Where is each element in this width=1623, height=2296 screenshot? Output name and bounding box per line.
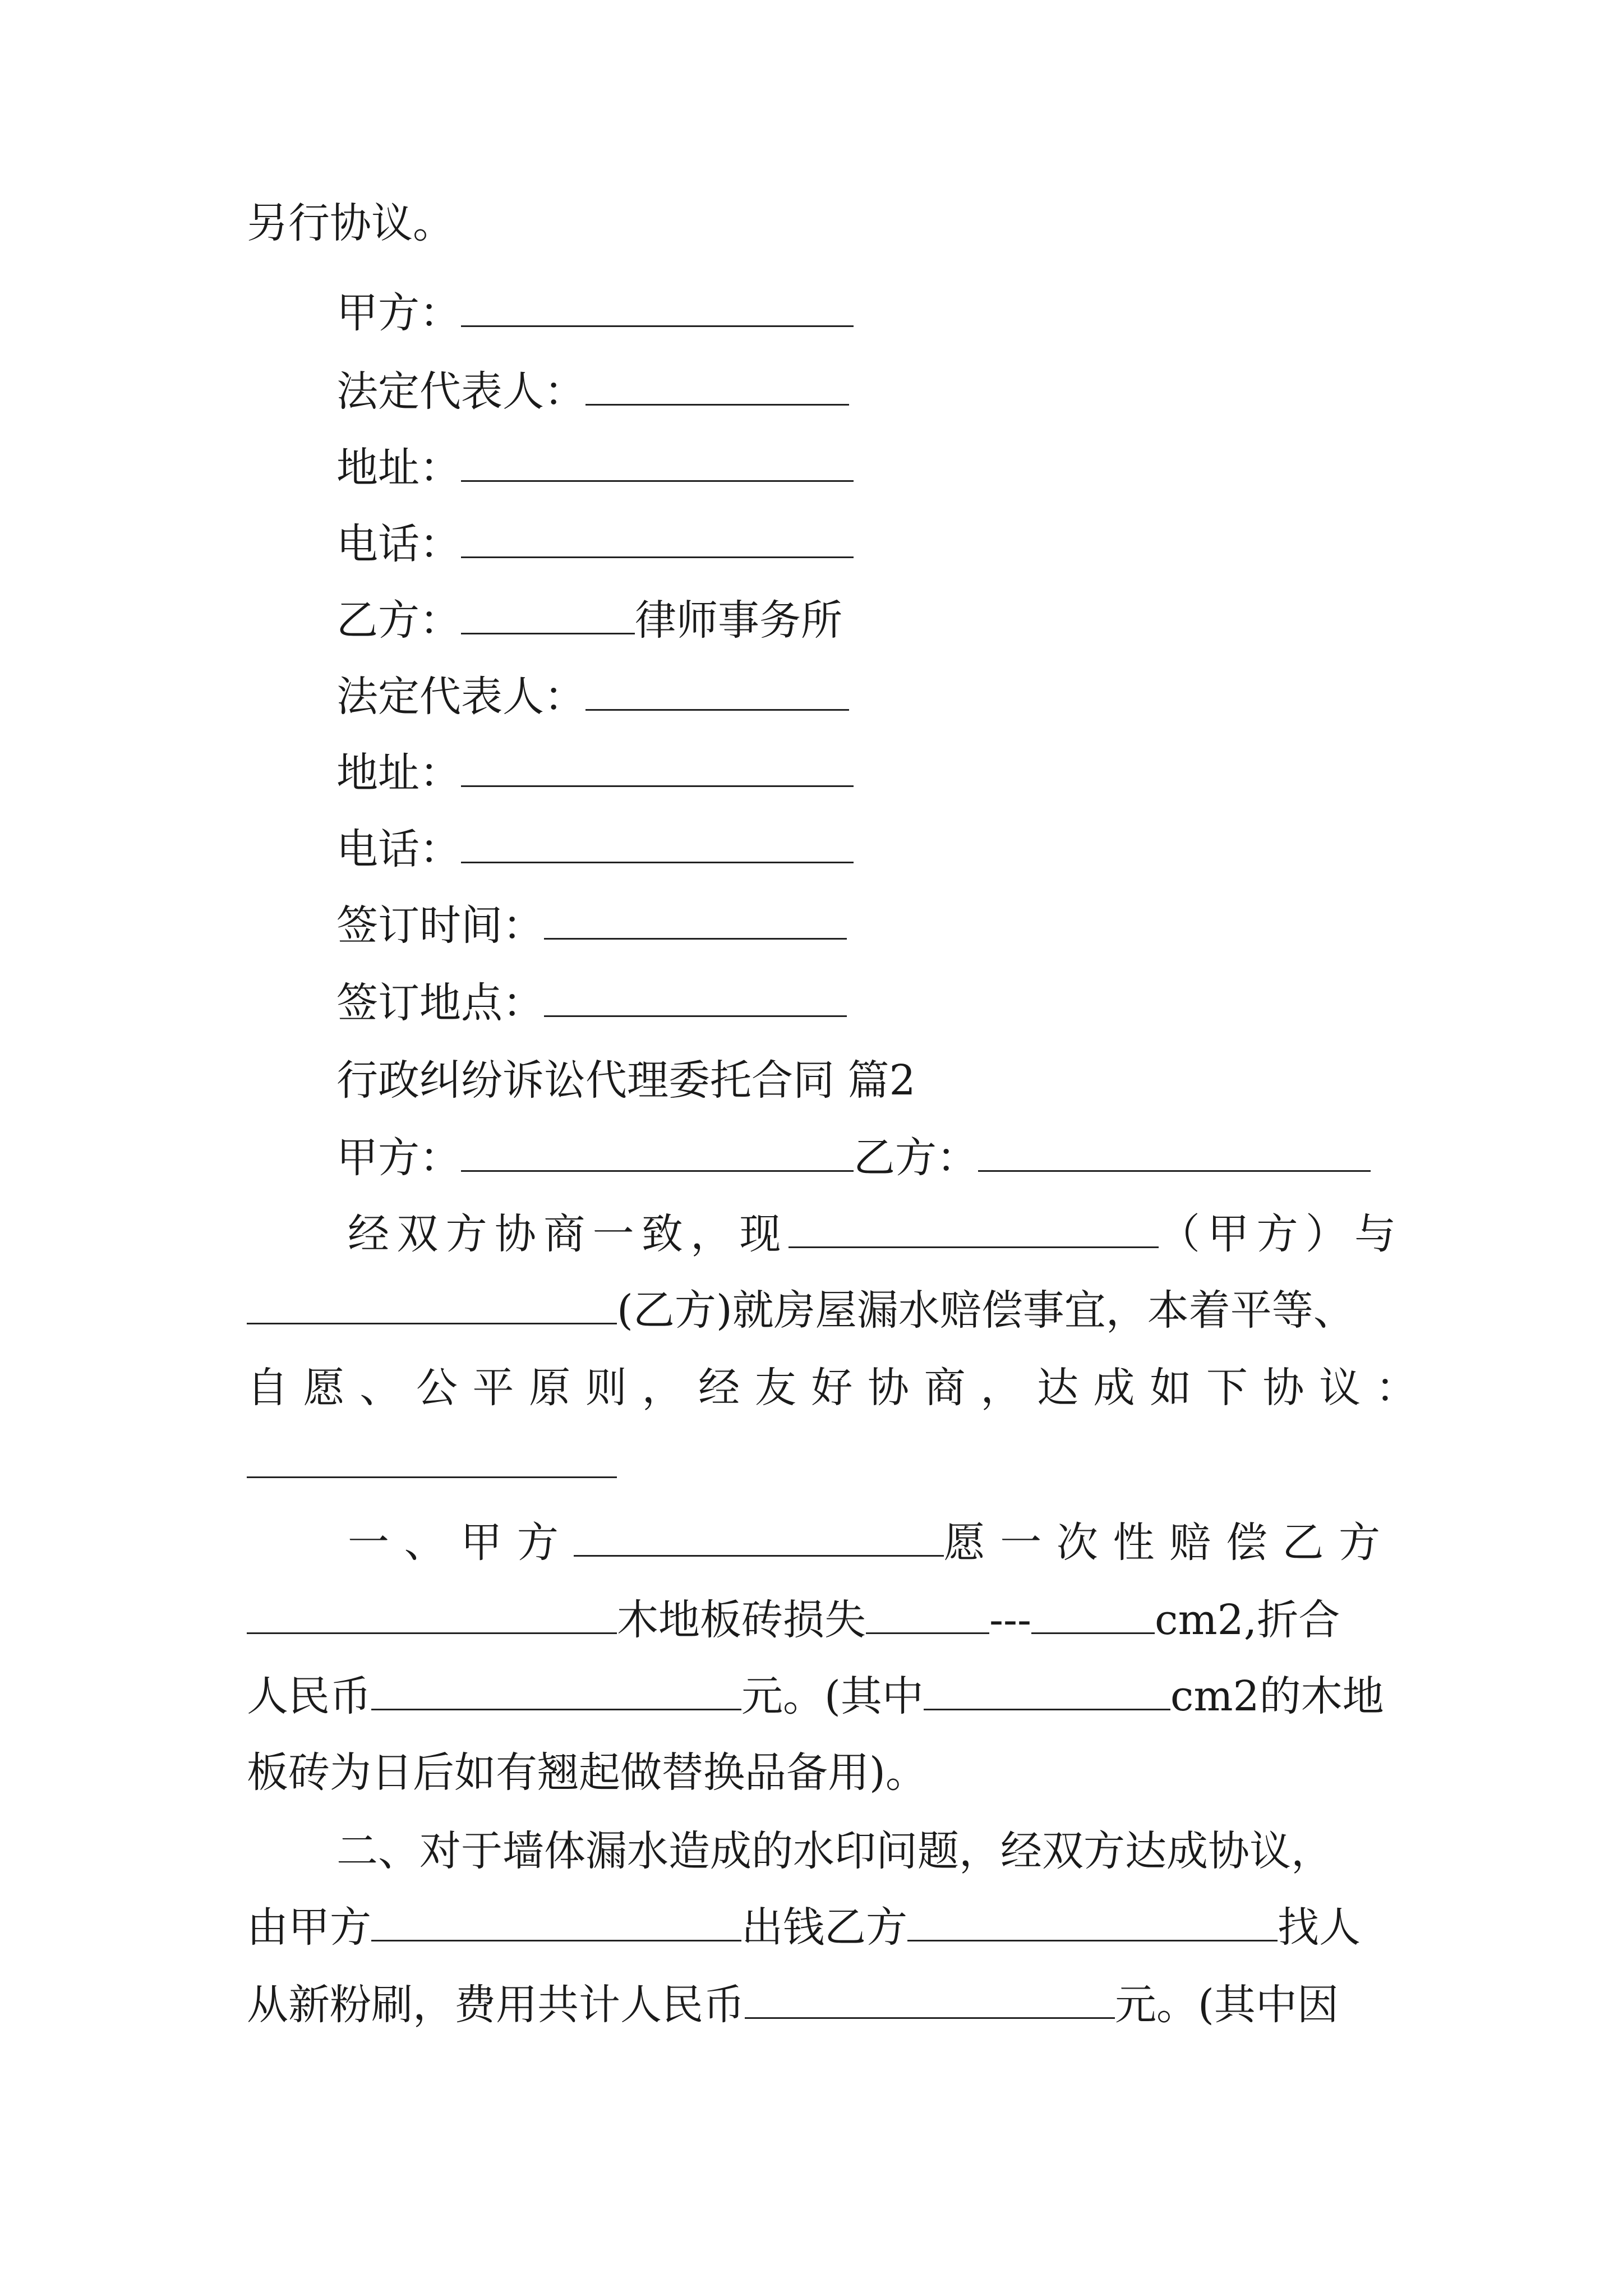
party-b-2-blank[interactable] bbox=[978, 1135, 1371, 1172]
sign-place-line bbox=[336, 975, 847, 1031]
party-a-label: 甲方： bbox=[336, 289, 461, 337]
clause2-text-c: 出钱乙方 bbox=[741, 1903, 907, 1952]
para1-line4 bbox=[247, 1436, 617, 1492]
clause1-line3 bbox=[247, 1668, 1384, 1724]
sign-time-label: 签订时间： bbox=[336, 901, 544, 950]
para1-blank-c[interactable] bbox=[247, 1441, 617, 1478]
rep-b-line bbox=[336, 669, 849, 725]
party-b-2-label: 乙方： bbox=[854, 1134, 978, 1182]
section-title: 行政纠纷诉讼代理委托合同 篇2 bbox=[336, 1056, 916, 1105]
continuation-text: 另行协议。 bbox=[247, 199, 454, 247]
tel-a-label: 电话： bbox=[336, 520, 461, 568]
clause1-blank-b[interactable] bbox=[247, 1597, 617, 1634]
rep-b-blank[interactable] bbox=[585, 674, 849, 711]
party-b-line bbox=[336, 592, 842, 648]
clause1-text-h: 板砖为日后如有翘起做替换品备用)。 bbox=[247, 1749, 927, 1797]
clause1-text-d: cm2,折合 bbox=[1155, 1596, 1340, 1644]
sign-time-line bbox=[336, 898, 847, 954]
clause2-text-d: 找人 bbox=[1278, 1903, 1361, 1952]
party-a-2-blank[interactable] bbox=[461, 1135, 854, 1172]
parties-line bbox=[336, 1130, 1371, 1186]
tel-a-blank[interactable] bbox=[461, 521, 854, 558]
clause1-blank-a[interactable] bbox=[574, 1520, 944, 1557]
clause1-text-g: cm2的木地 bbox=[1170, 1672, 1384, 1720]
para1-line2 bbox=[247, 1282, 1355, 1338]
clause1-text-e: 人民币 bbox=[247, 1672, 371, 1720]
clause1-text-b: 愿一次性赔偿乙方 bbox=[943, 1519, 1395, 1567]
para1-line1 bbox=[348, 1206, 1404, 1262]
clause1-blank-c[interactable] bbox=[866, 1597, 989, 1634]
rep-b-label: 法定代表人： bbox=[336, 673, 585, 721]
clause2-blank-b[interactable] bbox=[907, 1904, 1278, 1941]
addr-a-blank[interactable] bbox=[461, 445, 854, 482]
clause1-blank-d[interactable] bbox=[1031, 1597, 1155, 1634]
continuation-line bbox=[247, 195, 454, 251]
para1-line3 bbox=[247, 1360, 1432, 1416]
party-a-blank[interactable] bbox=[461, 290, 854, 327]
clause1-dash: --- bbox=[989, 1596, 1032, 1644]
clause1-blank-e[interactable] bbox=[371, 1673, 741, 1710]
rep-a-label: 法定代表人： bbox=[336, 367, 585, 416]
party-a-2-label: 甲方： bbox=[336, 1134, 461, 1182]
sign-time-blank[interactable] bbox=[544, 903, 847, 940]
addr-a-label: 地址： bbox=[336, 444, 461, 492]
clause2-blank-a[interactable] bbox=[371, 1904, 741, 1941]
clause2-text-a: 二、对于墙体漏水造成的水印问题，经双方达成协议， bbox=[336, 1827, 1332, 1875]
tel-a-line bbox=[336, 516, 854, 572]
clause2-line2 bbox=[247, 1899, 1361, 1955]
rep-a-line bbox=[336, 364, 849, 420]
para1-blank-b[interactable] bbox=[247, 1287, 617, 1324]
para1-blank-a[interactable] bbox=[789, 1211, 1159, 1248]
tel-b-blank[interactable] bbox=[461, 826, 854, 863]
para1-text-a: 经双方协商一致，现 bbox=[348, 1210, 789, 1258]
clause2-blank-c[interactable] bbox=[745, 1982, 1115, 2019]
party-b-suffix: 律师事务所 bbox=[635, 596, 842, 645]
clause2-text-b: 由甲方 bbox=[247, 1903, 371, 1952]
tel-b-line bbox=[336, 821, 854, 877]
addr-b-line bbox=[336, 745, 854, 801]
clause1-line4 bbox=[247, 1745, 927, 1801]
sign-place-blank[interactable] bbox=[544, 980, 847, 1017]
clause1-text-a: 一、甲方 bbox=[348, 1519, 574, 1567]
clause1-text-c: 木地板砖损失 bbox=[617, 1596, 866, 1644]
clause2-line1 bbox=[336, 1823, 1332, 1879]
clause2-text-f: 元。(其中因 bbox=[1115, 1981, 1339, 2029]
sign-place-label: 签订地点： bbox=[336, 979, 544, 1027]
clause1-line2 bbox=[247, 1592, 1340, 1648]
rep-a-blank[interactable] bbox=[585, 369, 849, 406]
clause1-blank-f[interactable] bbox=[924, 1673, 1170, 1710]
para1-text-d: 自愿、公平原则，经友好协商，达成如下协议： bbox=[247, 1364, 1432, 1412]
addr-b-blank[interactable] bbox=[461, 750, 854, 787]
clause1-text-f: 元。(其中 bbox=[741, 1672, 924, 1720]
party-a-line bbox=[336, 285, 854, 341]
party-b-label: 乙方： bbox=[336, 596, 461, 645]
section-title-line bbox=[336, 1052, 916, 1108]
addr-a-line bbox=[336, 440, 854, 496]
clause2-text-e: 从新粉刷，费用共计人民币 bbox=[247, 1981, 745, 2029]
party-b-blank[interactable] bbox=[461, 597, 635, 634]
tel-b-label: 电话： bbox=[336, 825, 461, 873]
addr-b-label: 地址： bbox=[336, 749, 461, 797]
para1-text-b: （甲方）与 bbox=[1158, 1210, 1404, 1258]
clause2-line3 bbox=[247, 1977, 1339, 2033]
para1-text-c: (乙方)就房屋漏水赔偿事宜，本着平等、 bbox=[617, 1286, 1355, 1335]
clause1-line1 bbox=[348, 1515, 1395, 1571]
